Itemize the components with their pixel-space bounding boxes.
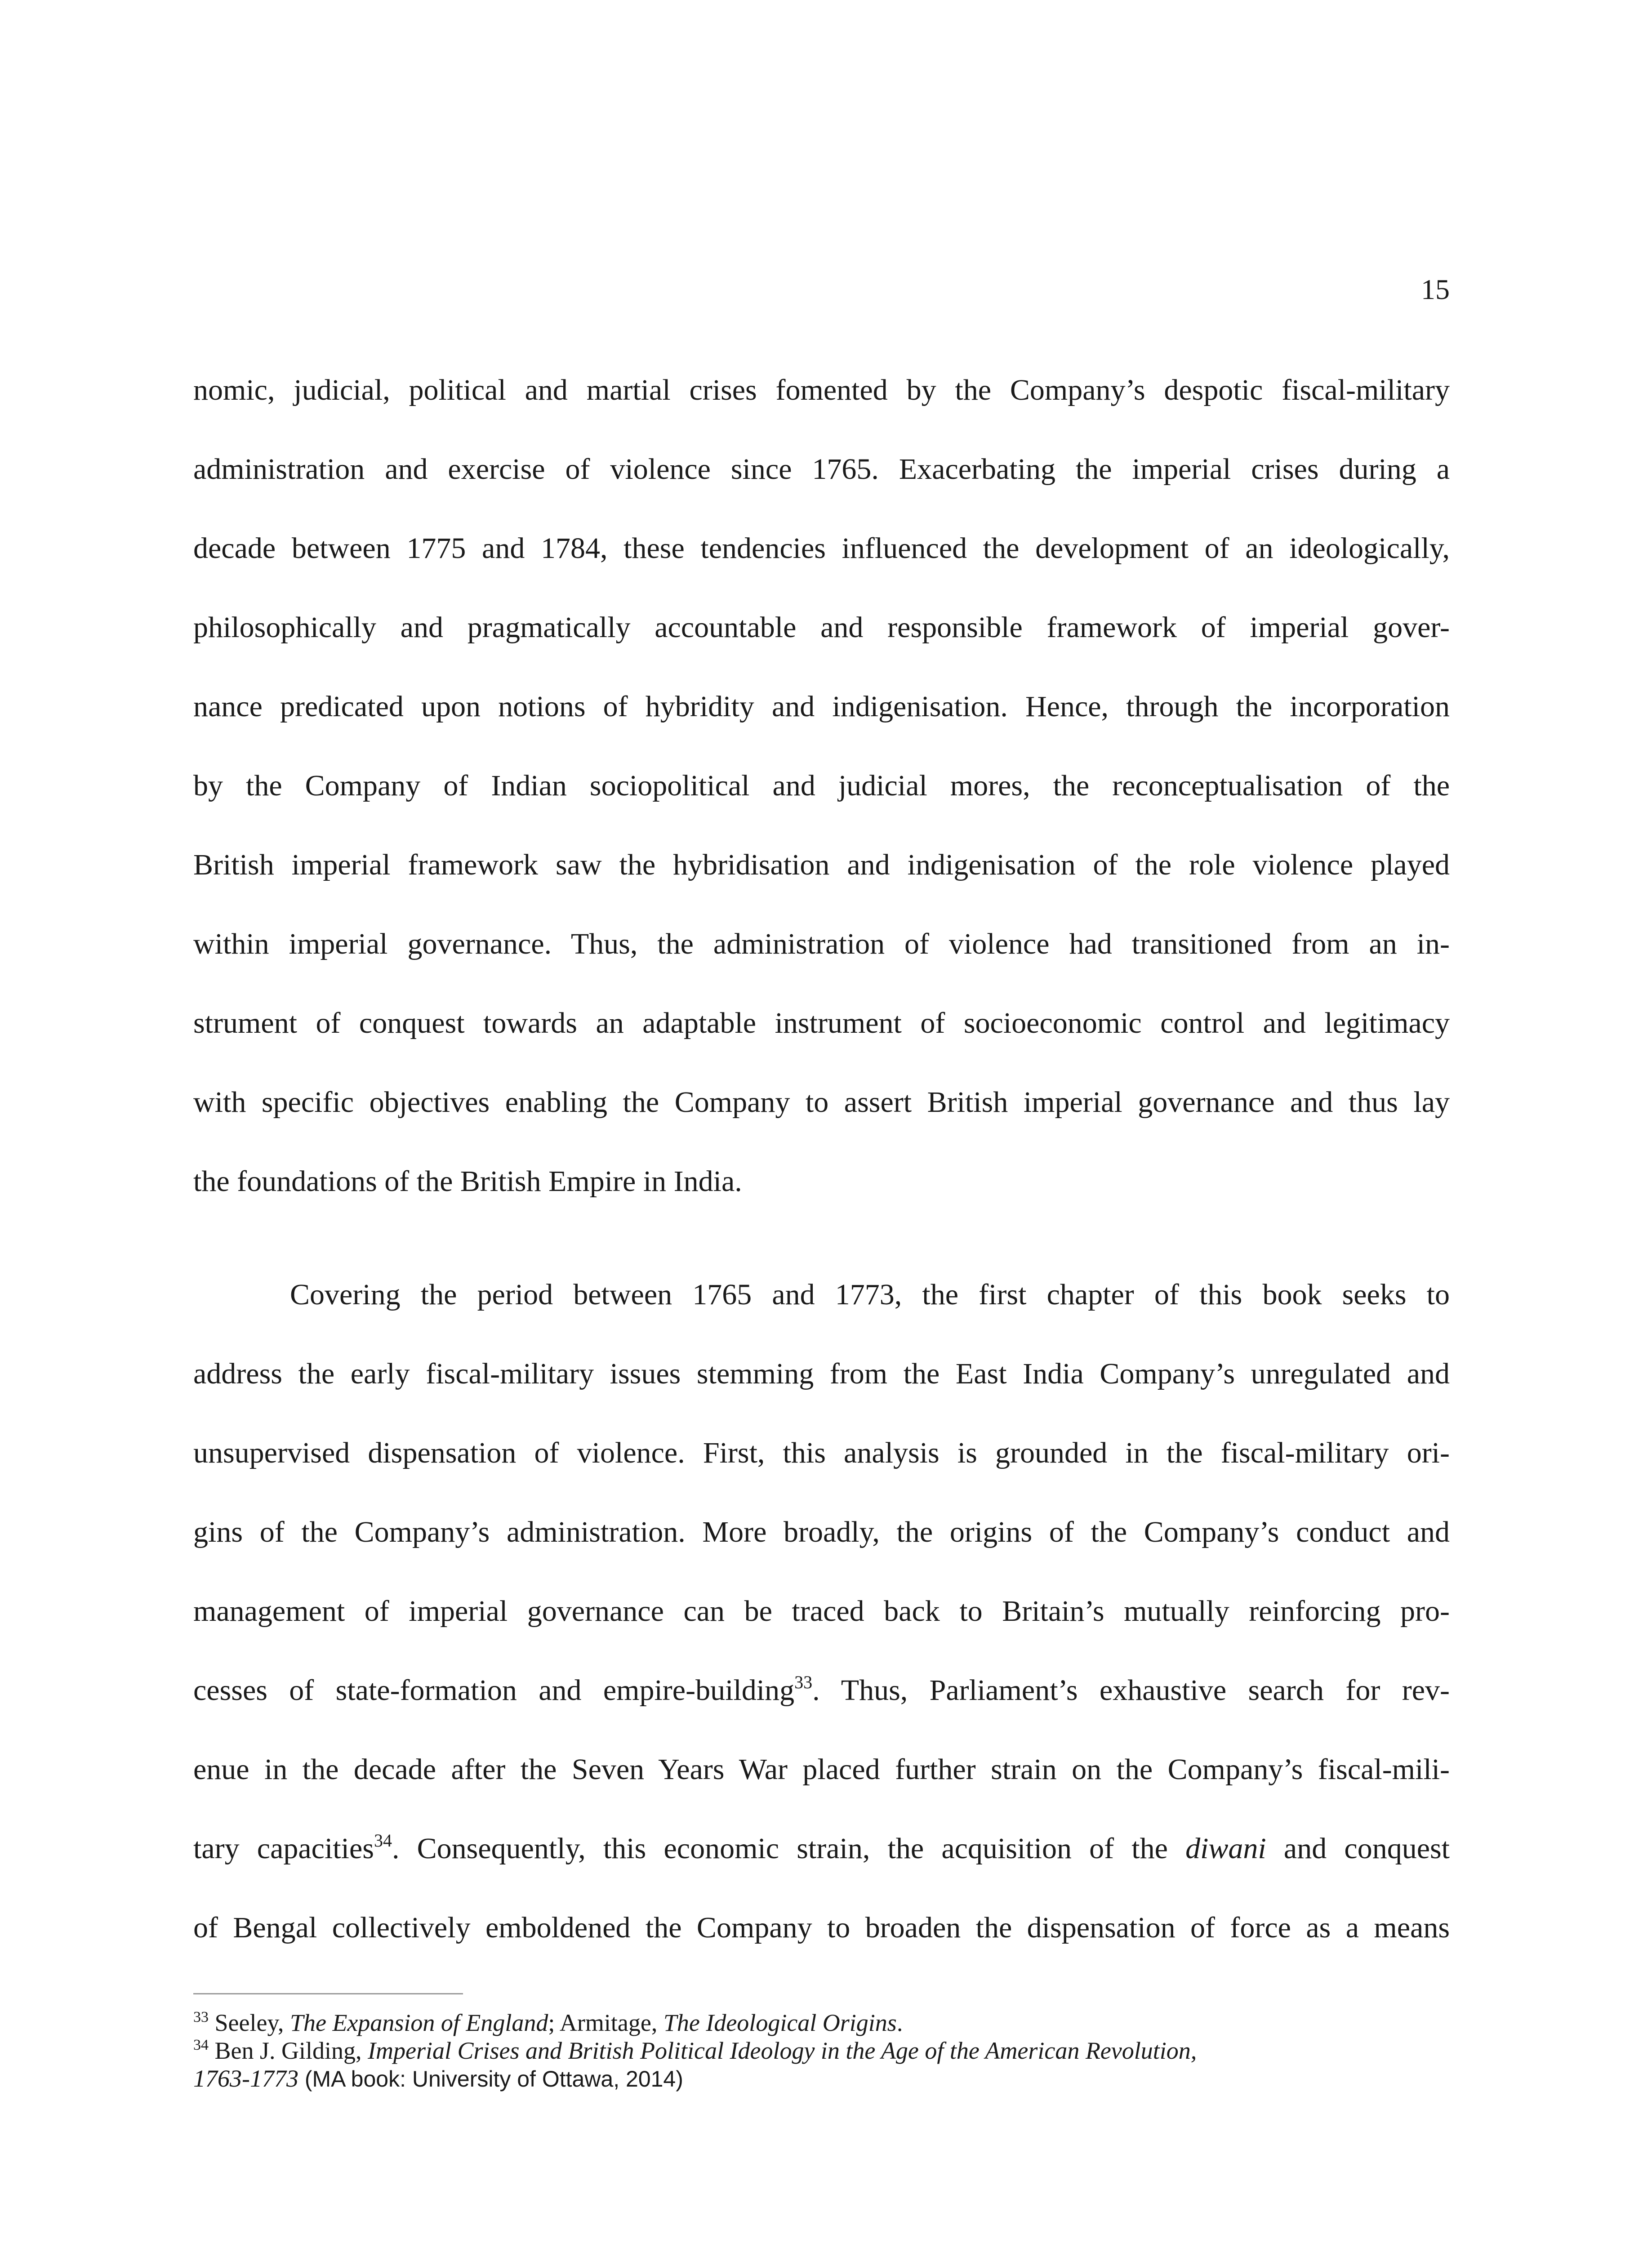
text-line: the foundations of the British Empire in India. [193, 1165, 742, 1198]
text-run: tary capacities [193, 1832, 374, 1865]
footnote-separator [193, 1993, 463, 1994]
italic-title: The Ideological Origins [663, 2009, 897, 2036]
text-line: address the early fiscal-military issues stemming from the East India Company’s unregulated and [193, 1357, 1450, 1390]
footnote-number: 34 [193, 2037, 209, 2053]
footnote-number: 33 [193, 2009, 209, 2025]
italic-title: Imperial Crises and British Political Ideology in the Age of the American Revolution, [368, 2037, 1197, 2064]
text-line: nance predicated upon notions of hybridity and indigenisation. Hence, through the incorporation [193, 690, 1450, 723]
text-line: management of imperial governance can be traced back to Britain’s mutually reinforcing pro- [193, 1595, 1450, 1628]
paragraph-continuation [193, 351, 1450, 1221]
text-line: within imperial governance. Thus, the administration of violence had transitioned from an in- [193, 928, 1450, 960]
text-line: enue in the decade after the Seven Years War placed further strain on the Company’s fiscal-mili- [193, 1753, 1450, 1786]
text-run: (MA book: University of Ottawa, 2014) [298, 2066, 683, 2092]
text-line: nomic, judicial, political and martial crises fomented by the Company’s despotic fiscal-military [193, 374, 1450, 406]
text-line: administration and exercise of violence since 1765. Exacerbating the imperial crises during a [193, 453, 1450, 486]
text-run: Ben J. Gilding, [209, 2037, 368, 2064]
text-line: of Bengal collectively emboldened the Company to broaden the dispensation of force as a means [193, 1911, 1450, 1944]
italic-title: The Expansion of England [289, 2009, 548, 2036]
italic-term: diwani [1185, 1832, 1266, 1865]
text-line: decade between 1775 and 1784, these tendencies influenced the development of an ideologically, [193, 532, 1450, 565]
text-line [193, 1651, 1450, 1730]
text-run: and conquest [1266, 1832, 1450, 1865]
text-run: . [896, 2009, 903, 2036]
footnote-reference-34[interactable]: 34 [374, 1830, 392, 1851]
text-run: . Thus, Parliament’s exhaustive search for rev- [812, 1674, 1450, 1707]
text-run: . Consequently, this economic strain, the acquisition of the [392, 1832, 1186, 1865]
page-number: 15 [1421, 273, 1450, 305]
text-line: unsupervised dispensation of violence. First, this analysis is grounded in the fiscal-military ori- [193, 1436, 1450, 1469]
text-line: British imperial framework saw the hybridisation and indigenisation of the role violence played [193, 848, 1450, 881]
text-line [193, 1809, 1450, 1888]
text-run: ; Armitage, [548, 2009, 663, 2036]
footnotes [193, 2009, 1450, 2093]
footnote-33 [193, 2009, 1450, 2037]
paragraph-chapter-overview [193, 1255, 1450, 1967]
text-line: philosophically and pragmatically accountable and responsible framework of imperial gover- [193, 611, 1450, 644]
text-run: Seeley, [209, 2009, 290, 2036]
italic-title: 1763-1773 [193, 2065, 298, 2092]
text-line: strument of conquest towards an adaptable instrument of socioeconomic control and legitimacy [193, 1007, 1450, 1039]
text-line: with specific objectives enabling the Company to assert British imperial governance and thus lay [193, 1086, 1450, 1119]
footnote-reference-33[interactable]: 33 [794, 1672, 813, 1692]
footnote-34 [193, 2037, 1450, 2065]
footnote-34-continued [193, 2065, 1450, 2093]
text-line: Covering the period between 1765 and 1773, the first chapter of this book seeks to [290, 1278, 1450, 1311]
text-line: gins of the Company’s administration. More broadly, the origins of the Company’s conduct and [193, 1516, 1450, 1548]
text-run: cesses of state-formation and empire-building [193, 1674, 795, 1707]
text-line: by the Company of Indian sociopolitical and judicial mores, the reconceptualisation of the [193, 769, 1450, 802]
